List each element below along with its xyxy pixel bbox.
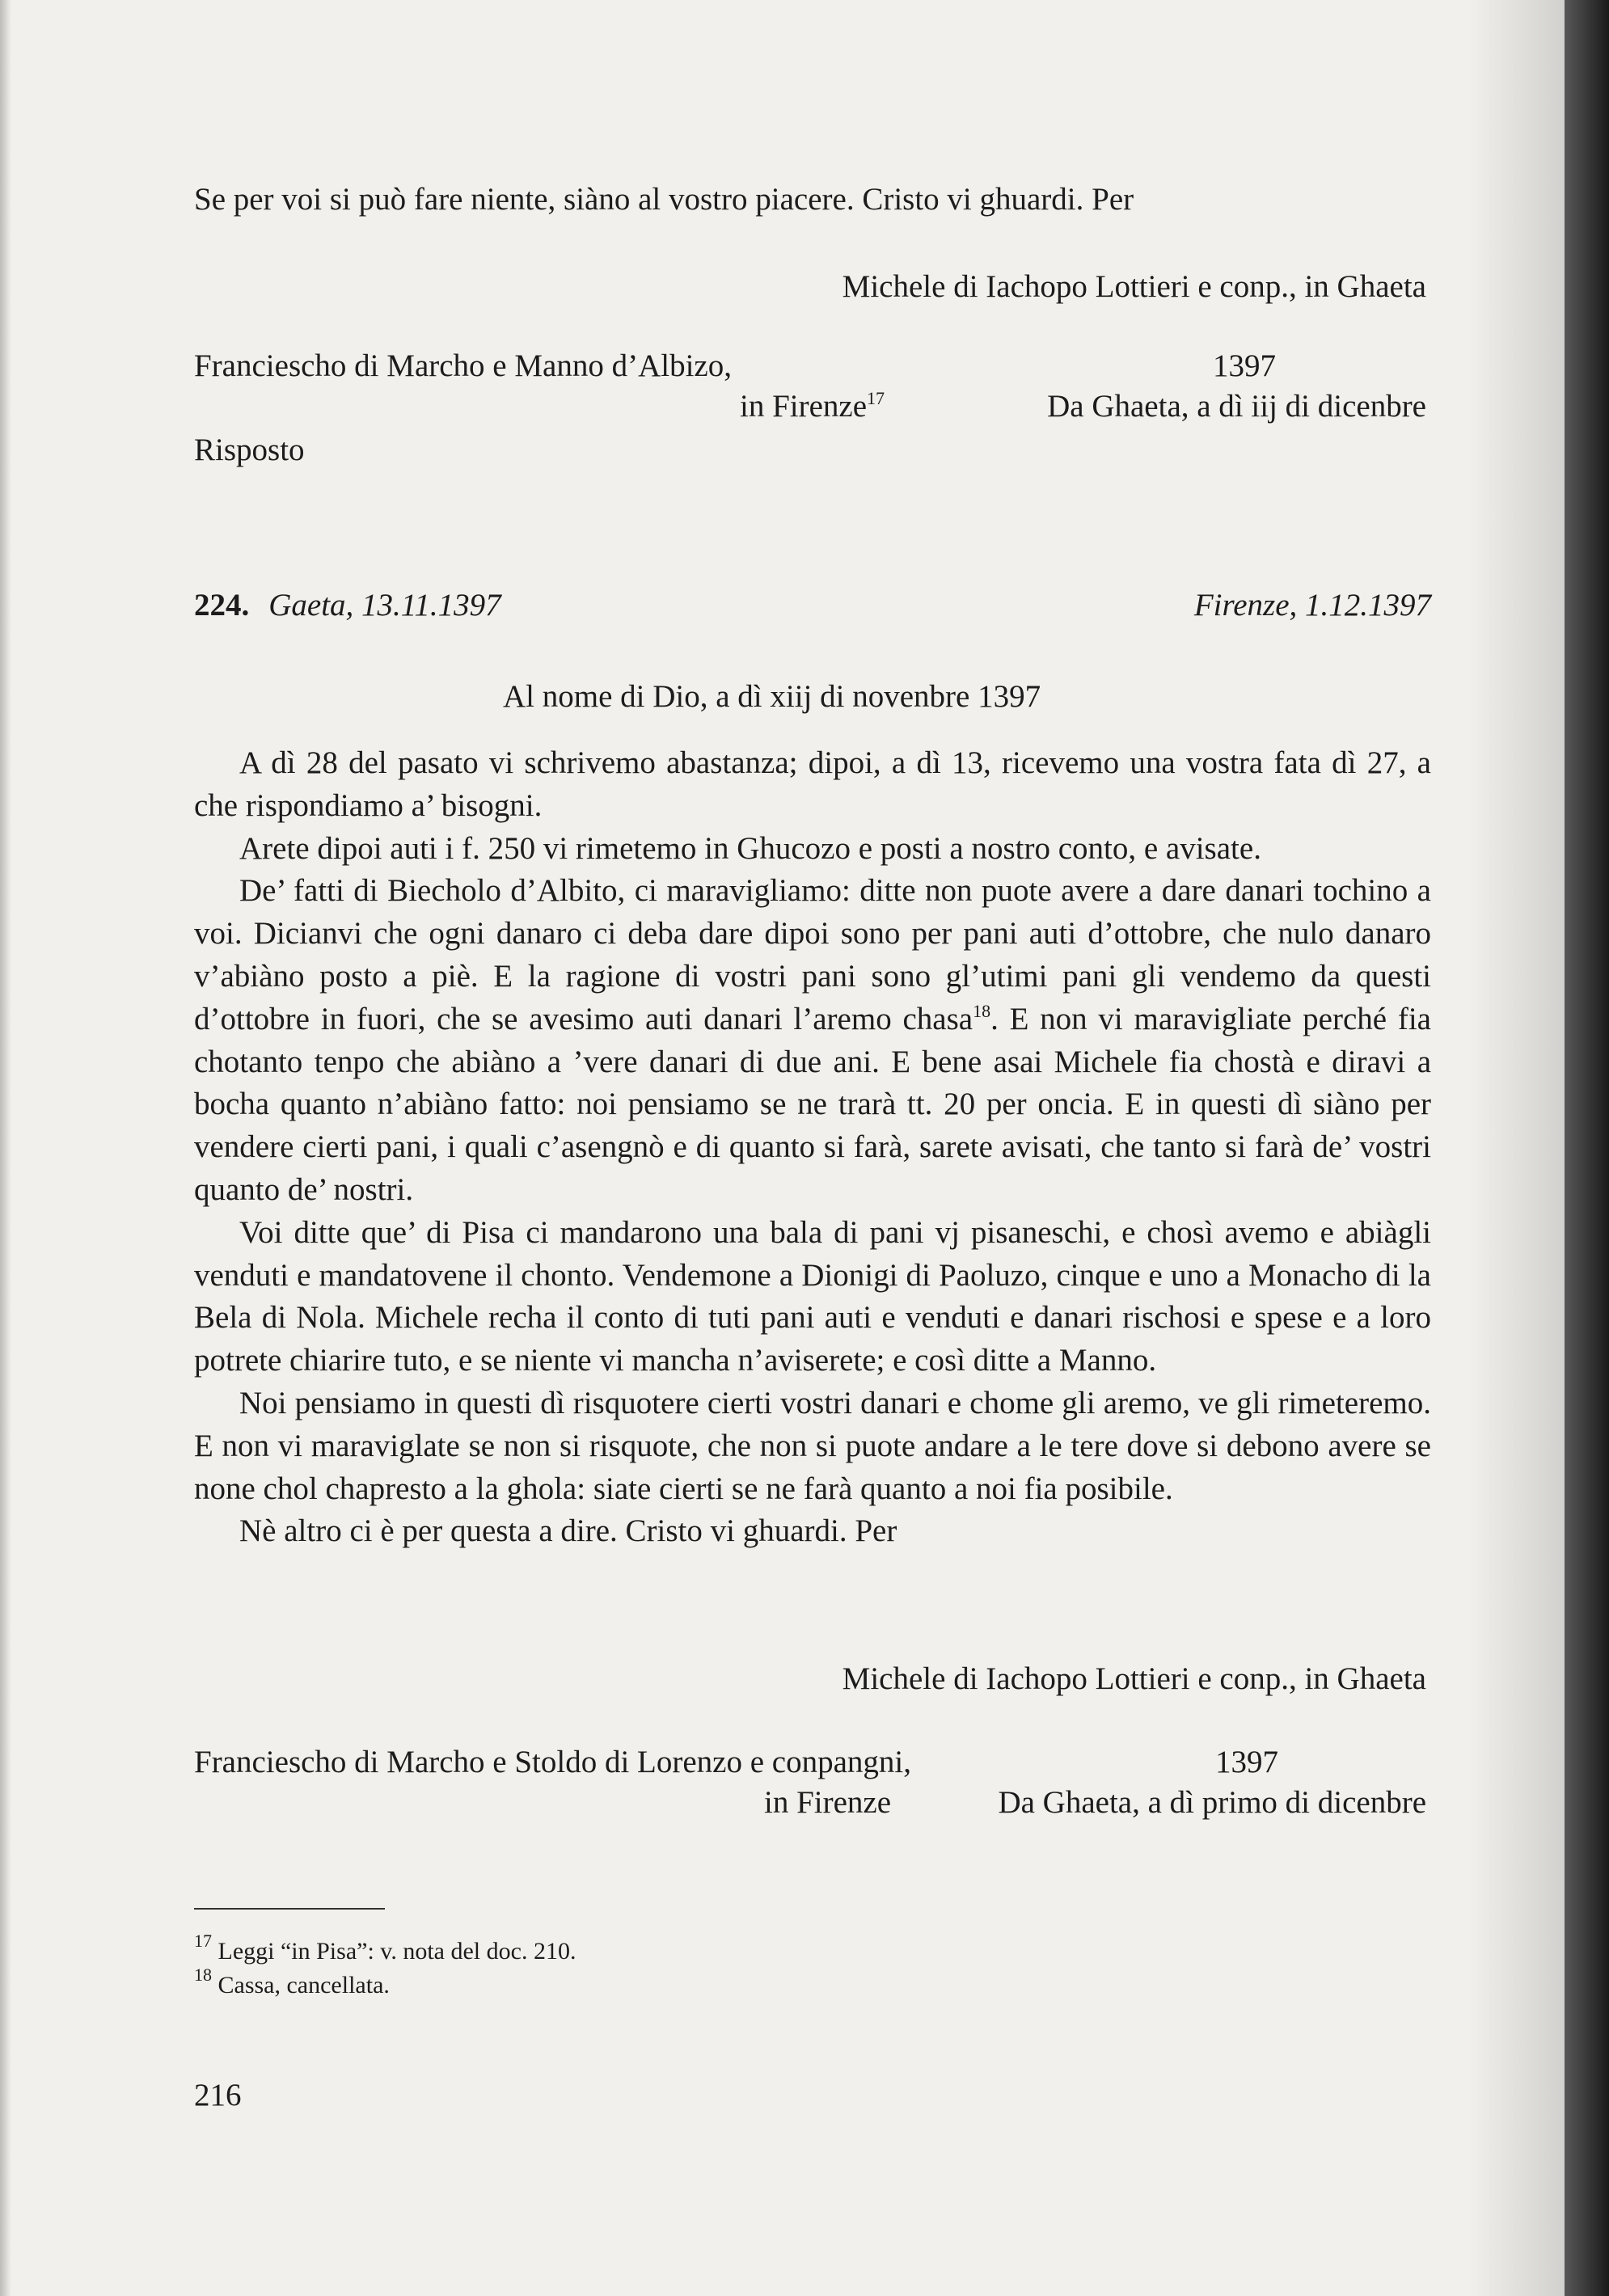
- letter-year: 1397: [1213, 348, 1276, 383]
- letter-heading: Al nome di Dio, a dì xiij di novenbre 1397: [503, 679, 1041, 714]
- paragraph-with-footnote: De’ fatti di Biecholo d’Albito, ci maravigliamo: ditte non puote avere a dare danari tochino a voi. Dicianvi che ogni danaro ci deba dare dipoi sono per pani auti d’ottobre, che nulo danaro v’abiàno posto a piè. E la ragione di vostri pani sono gl’utimi pani gli vendemo da questi d’ottobre in fuori, che se avesimo auti danari l’aremo chasa$^{18}$. E non vi maravigliate perché fia chotanto tenpo che abiàno a ’vere danari di due ani. E bene asai Michele fia chostà e diravi a bocha quanto n’abiàno fatto: noi pensiamo se ne trarà tt. 20 per oncia. E in questi dì siàno per vendere cierti pani, i quali c’asengnò e di quanto si farà, sarete avisati, che tanto si farà de’ vostri quanto de’ nostri.: [194, 873, 1431, 1207]
- letter-year: 1397: [1215, 1745, 1278, 1779]
- footnote-ref-18: 18: [973, 1000, 991, 1021]
- footnote: $^{18}$ Cassa, cancellata.: [194, 1965, 390, 1998]
- letter-closing: Se per voi si può fare niente, siàno al vostro piacere. Cristo vi ghuardi. Per: [194, 182, 1134, 217]
- letter-reply-note: Risposto: [194, 433, 305, 467]
- page-number: 216: [194, 2078, 242, 2112]
- document-destination-date: Firenze, 1.12.1397: [1193, 588, 1431, 623]
- paragraph: Voi ditte que’ di Pisa ci mandarono una bala di pani vj pisaneschi, e chosì avemo e abiàgli venduti e mandatovene il chonto. Vendemone a Dionigi di Paoluzo, cinque e uno a Monacho di la Bela di Nola. Michele recha il conto di tuti pani auti e venduti e danari rischosi e spese e a loro potrete chiarire tuto, e se niente vi mancha n’aviserete; e così ditte a Manno.: [194, 1214, 1431, 1378]
- paragraph: Arete dipoi auti i f. 250 vi rimetemo in Ghucozo e posti a nostro conto, e avisate.: [239, 830, 1261, 866]
- letter-body: [194, 742, 1431, 1553]
- letter-date-line: Da Ghaeta, a dì primo di dicenbre: [998, 1785, 1426, 1820]
- document-number: 224.: [194, 588, 250, 623]
- footnote-rule: [194, 1908, 385, 1910]
- letter-place: in Firenze: [764, 1785, 892, 1820]
- document-header: [194, 585, 1431, 626]
- document-origin-date: Gaeta, 13.11.1397: [268, 588, 501, 623]
- book-spine: [1565, 0, 1609, 2296]
- footnote: $^{17}$ Leggi “in Pisa”: v. nota del doc. 210.: [194, 1931, 576, 1965]
- letter-addressee: Franciescho di Marcho e Manno d’Albizo,: [194, 348, 732, 383]
- letter-signature: Michele di Iachopo Lottieri e conp., in Ghaeta: [842, 1661, 1426, 1696]
- letter-date-line: Da Ghaeta, a dì iij di dicenbre: [1047, 389, 1426, 424]
- paragraph: Noi pensiamo in questi dì risquotere cierti vostri danari e chome gli aremo, ve gli rimeteremo. E non vi maraviglate se non si risquote, che non si puote andare a le tere dove si debono avere se none chol chapresto a la ghola: siate cierti se ne farà quanto a noi fia posibile.: [194, 1385, 1431, 1506]
- footnote-ref-17: 17: [867, 388, 885, 408]
- letter-signature: Michele di Iachopo Lottieri e conp., in Ghaeta: [842, 269, 1426, 304]
- paragraph: A dì 28 del pasato vi schrivemo abastanza; dipoi, a dì 13, ricevemo una vostra fata dì 27, a che rispondiamo a’ bisogni.: [194, 745, 1431, 823]
- letter-place: in Firenze$^{17}$: [740, 388, 885, 424]
- page-curve-shadow: [1468, 0, 1565, 2296]
- paragraph: Nè altro ci è per questa a dire. Cristo vi ghuardi. Per: [239, 1513, 897, 1549]
- letter-addressee: Franciescho di Marcho e Stoldo di Lorenzo e conpangni,: [194, 1745, 912, 1779]
